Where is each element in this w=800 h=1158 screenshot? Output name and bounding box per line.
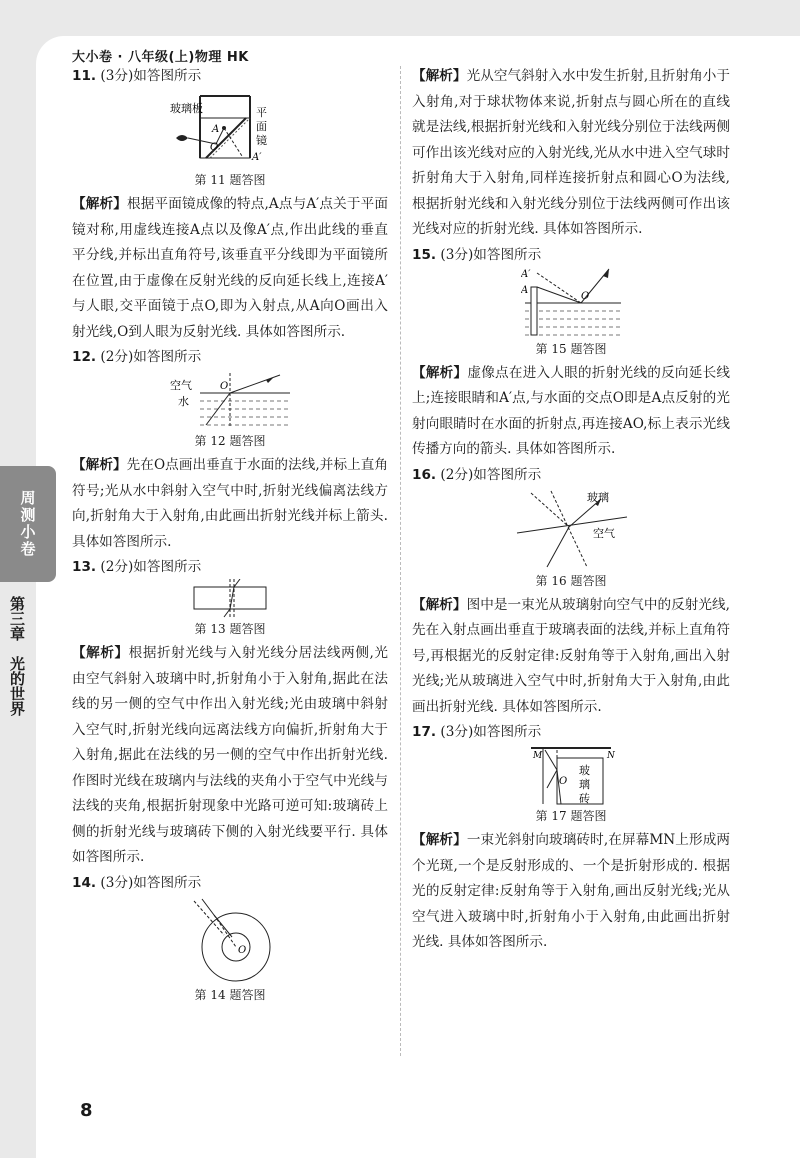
- q11-caption: 第 11 题答图: [194, 173, 266, 187]
- q15-head: (3分)如答图所示: [440, 246, 542, 263]
- q12-caption: 第 12 题答图: [194, 434, 266, 448]
- q11-label-Ap: A′: [252, 152, 262, 163]
- q16-figure: [511, 487, 631, 571]
- q13-figure: [190, 579, 270, 619]
- q11-mirror-line1: 平: [256, 106, 267, 119]
- q12-label-O: O: [220, 381, 229, 392]
- q12-tag: 【解析】: [72, 457, 127, 473]
- q12-label-water: 水: [178, 395, 189, 408]
- column-divider: [400, 66, 401, 1056]
- q13-heading: [72, 555, 388, 579]
- q11-mirror-line2: 面: [256, 120, 267, 133]
- q13-number: 13.: [72, 559, 97, 575]
- q15-number: 15.: [412, 246, 437, 263]
- q11-mirror-line3: 镜: [256, 134, 267, 147]
- q13-tag: 【解析】: [72, 645, 129, 661]
- q14-figure: [180, 895, 280, 985]
- q12-heading: [72, 345, 388, 369]
- q15-label-Ap: A′: [521, 268, 531, 280]
- q16-number: 16.: [412, 466, 437, 483]
- q14-number: 14.: [72, 874, 97, 891]
- q11-analysis-text: 根据平面镜成像的特点,A点与A′点关于平面镜对称,用虚线连接A点以及像A′点,作出此线的垂直平分线,并标出直角符号,该垂直平分线即为平面镜所在位置,由于虚像在反射光线的反向延长线上,连接A′与人眼,交平面镜于点O,即为入射点,从A向O画出入射光线,O到人眼为反射光线. 具体如答图所示.: [72, 196, 389, 340]
- running-header: 大小卷 · 八年级(上)物理 HK: [72, 50, 249, 65]
- page-number: 8: [80, 1100, 93, 1121]
- q16-head: (2分)如答图所示: [440, 466, 542, 483]
- q17-brick-line1: 玻: [579, 764, 590, 777]
- q17-head: (3分)如答图所示: [440, 724, 542, 740]
- q17-label-glass-brick: [579, 763, 590, 805]
- q11-label-glass: 玻璃板: [170, 102, 203, 115]
- q11-figure: [170, 88, 290, 170]
- q14-heading: [72, 871, 388, 895]
- q12-figure: [170, 369, 290, 431]
- q14-analysis-text: 光从空气斜射入水中发生折射,且折射角小于入射角,对于球状物体来说,折射点与圆心所在的直线就是法线,根据折射光线和入射光线分别位于法线两侧可作出该光线对应的入射光线,光从水中进入空气球时折射角大于入射角,同样连接折射点和圆心O为法线,根据折射光线和入射光线分别位于法线两侧可作出该光线对应的折射光线. 具体如答图所示.: [412, 68, 731, 237]
- q14-analysis: [412, 64, 730, 243]
- q17-figure: [521, 744, 621, 806]
- q12-label-air: 空气: [170, 379, 192, 392]
- q17-label-O: O: [559, 776, 568, 787]
- q15-label-A: A: [521, 284, 529, 296]
- q15-caption: 第 15 题答图: [535, 341, 607, 356]
- q11-label-mirror: [256, 106, 267, 147]
- q13-analysis: [72, 641, 388, 871]
- q17-heading: [412, 720, 730, 744]
- q17-analysis: [412, 828, 730, 956]
- q11-analysis: [72, 192, 388, 345]
- q14-label-O: O: [238, 944, 247, 956]
- q15-label-O: O: [581, 290, 590, 302]
- chapter-label: 第三章 光的世界: [8, 596, 26, 716]
- q17-label-M: M: [533, 751, 543, 761]
- q16-analysis-text: 图中是一束光从玻璃射向空气中的反射光线,先在入射点画出垂直于玻璃表面的法线,并标上直角符号,再根据光的反射定律:反射角等于入射角,画出入射光线;光从玻璃进入空气中时,折射角大于入射角,由此画出折射光线. 具体如答图所示.: [412, 596, 731, 715]
- q11-label-A: A: [212, 124, 220, 135]
- q17-number: 17.: [412, 724, 437, 740]
- q16-caption: 第 16 题答图: [535, 573, 607, 588]
- q14-caption: 第 14 题答图: [194, 987, 266, 1002]
- q15-analysis: [412, 361, 730, 463]
- q14-head: (3分)如答图所示: [100, 874, 202, 891]
- q12-number: 12.: [72, 349, 97, 365]
- q16-label-air: 空气: [593, 526, 615, 540]
- q13-caption: 第 13 题答图: [194, 622, 266, 636]
- q11-head: (3分)如答图所示: [100, 68, 202, 84]
- q12-analysis-text: 先在O点画出垂直于水面的法线,并标上直角符号;光从水中斜射入空气中时,折射光线偏离法线方向,折射角大于入射角,由此画出折射光线并标上箭头. 具体如答图所示.: [72, 457, 389, 550]
- q17-tag: 【解析】: [412, 832, 467, 848]
- q12-analysis: [72, 453, 388, 555]
- q15-analysis-text: 虚像点在进入人眼的折射光线的反向延长线上;连接眼睛和A′点,与水面的交点O即是A点反射的光射向眼睛时在水面的折射点,再连接AO,标上表示光线传播方向的箭头. 具体如答图所示.: [412, 364, 731, 457]
- q14-tag: 【解析】: [412, 68, 467, 84]
- side-tab: 周测小卷: [0, 466, 56, 582]
- q17-label-N: N: [607, 751, 615, 761]
- q13-analysis-text: 根据折射光线与入射光线分居法线两侧,光由空气斜射入玻璃中时,折射角小于入射角,据此在法线的另一侧的空气中作出入射光线;光由玻璃中斜射入空气时,折射光线向远离法线方向偏折,折射角大于入射角,据此在法线的另一侧的空气中作出折射光线. 作图时光线在玻璃内与法线的夹角小于空气中光线与法线的夹角,根据折射现象中光路可逆可知:玻璃砖上侧的折射光线与玻璃砖下侧的入射光线要平行. 具体如答图所示.: [72, 645, 388, 865]
- q16-analysis: [412, 593, 730, 721]
- q17-brick-line2: 璃: [579, 778, 590, 791]
- q15-heading: [412, 243, 730, 267]
- q11-tag: 【解析】: [72, 196, 128, 212]
- q16-tag: 【解析】: [412, 596, 467, 613]
- q12-head: (2分)如答图所示: [100, 349, 202, 365]
- q17-analysis-text: 一束光斜射向玻璃砖时,在屏幕MN上形成两个光斑,一个是反射形成的、一个是折射形成的. 根据光的反射定律:反射角等于入射角,画出反射光线;光从空气进入玻璃中时,折射角小于入射角,由此画出折射光线. 具体如答图所示.: [412, 832, 730, 950]
- q15-tag: 【解析】: [412, 364, 468, 381]
- q16-heading: [412, 463, 730, 487]
- q17-caption: 第 17 题答图: [535, 809, 607, 823]
- q15-figure: [521, 267, 621, 339]
- left-column: [72, 64, 388, 1007]
- q11-heading: [72, 64, 388, 88]
- q11-number: 11.: [72, 68, 97, 84]
- q13-head: (2分)如答图所示: [100, 559, 202, 575]
- q17-brick-line3: 砖: [579, 792, 590, 805]
- q11-label-O: O: [210, 142, 219, 153]
- q16-label-glass: 玻璃: [587, 490, 609, 504]
- right-column: [412, 64, 730, 956]
